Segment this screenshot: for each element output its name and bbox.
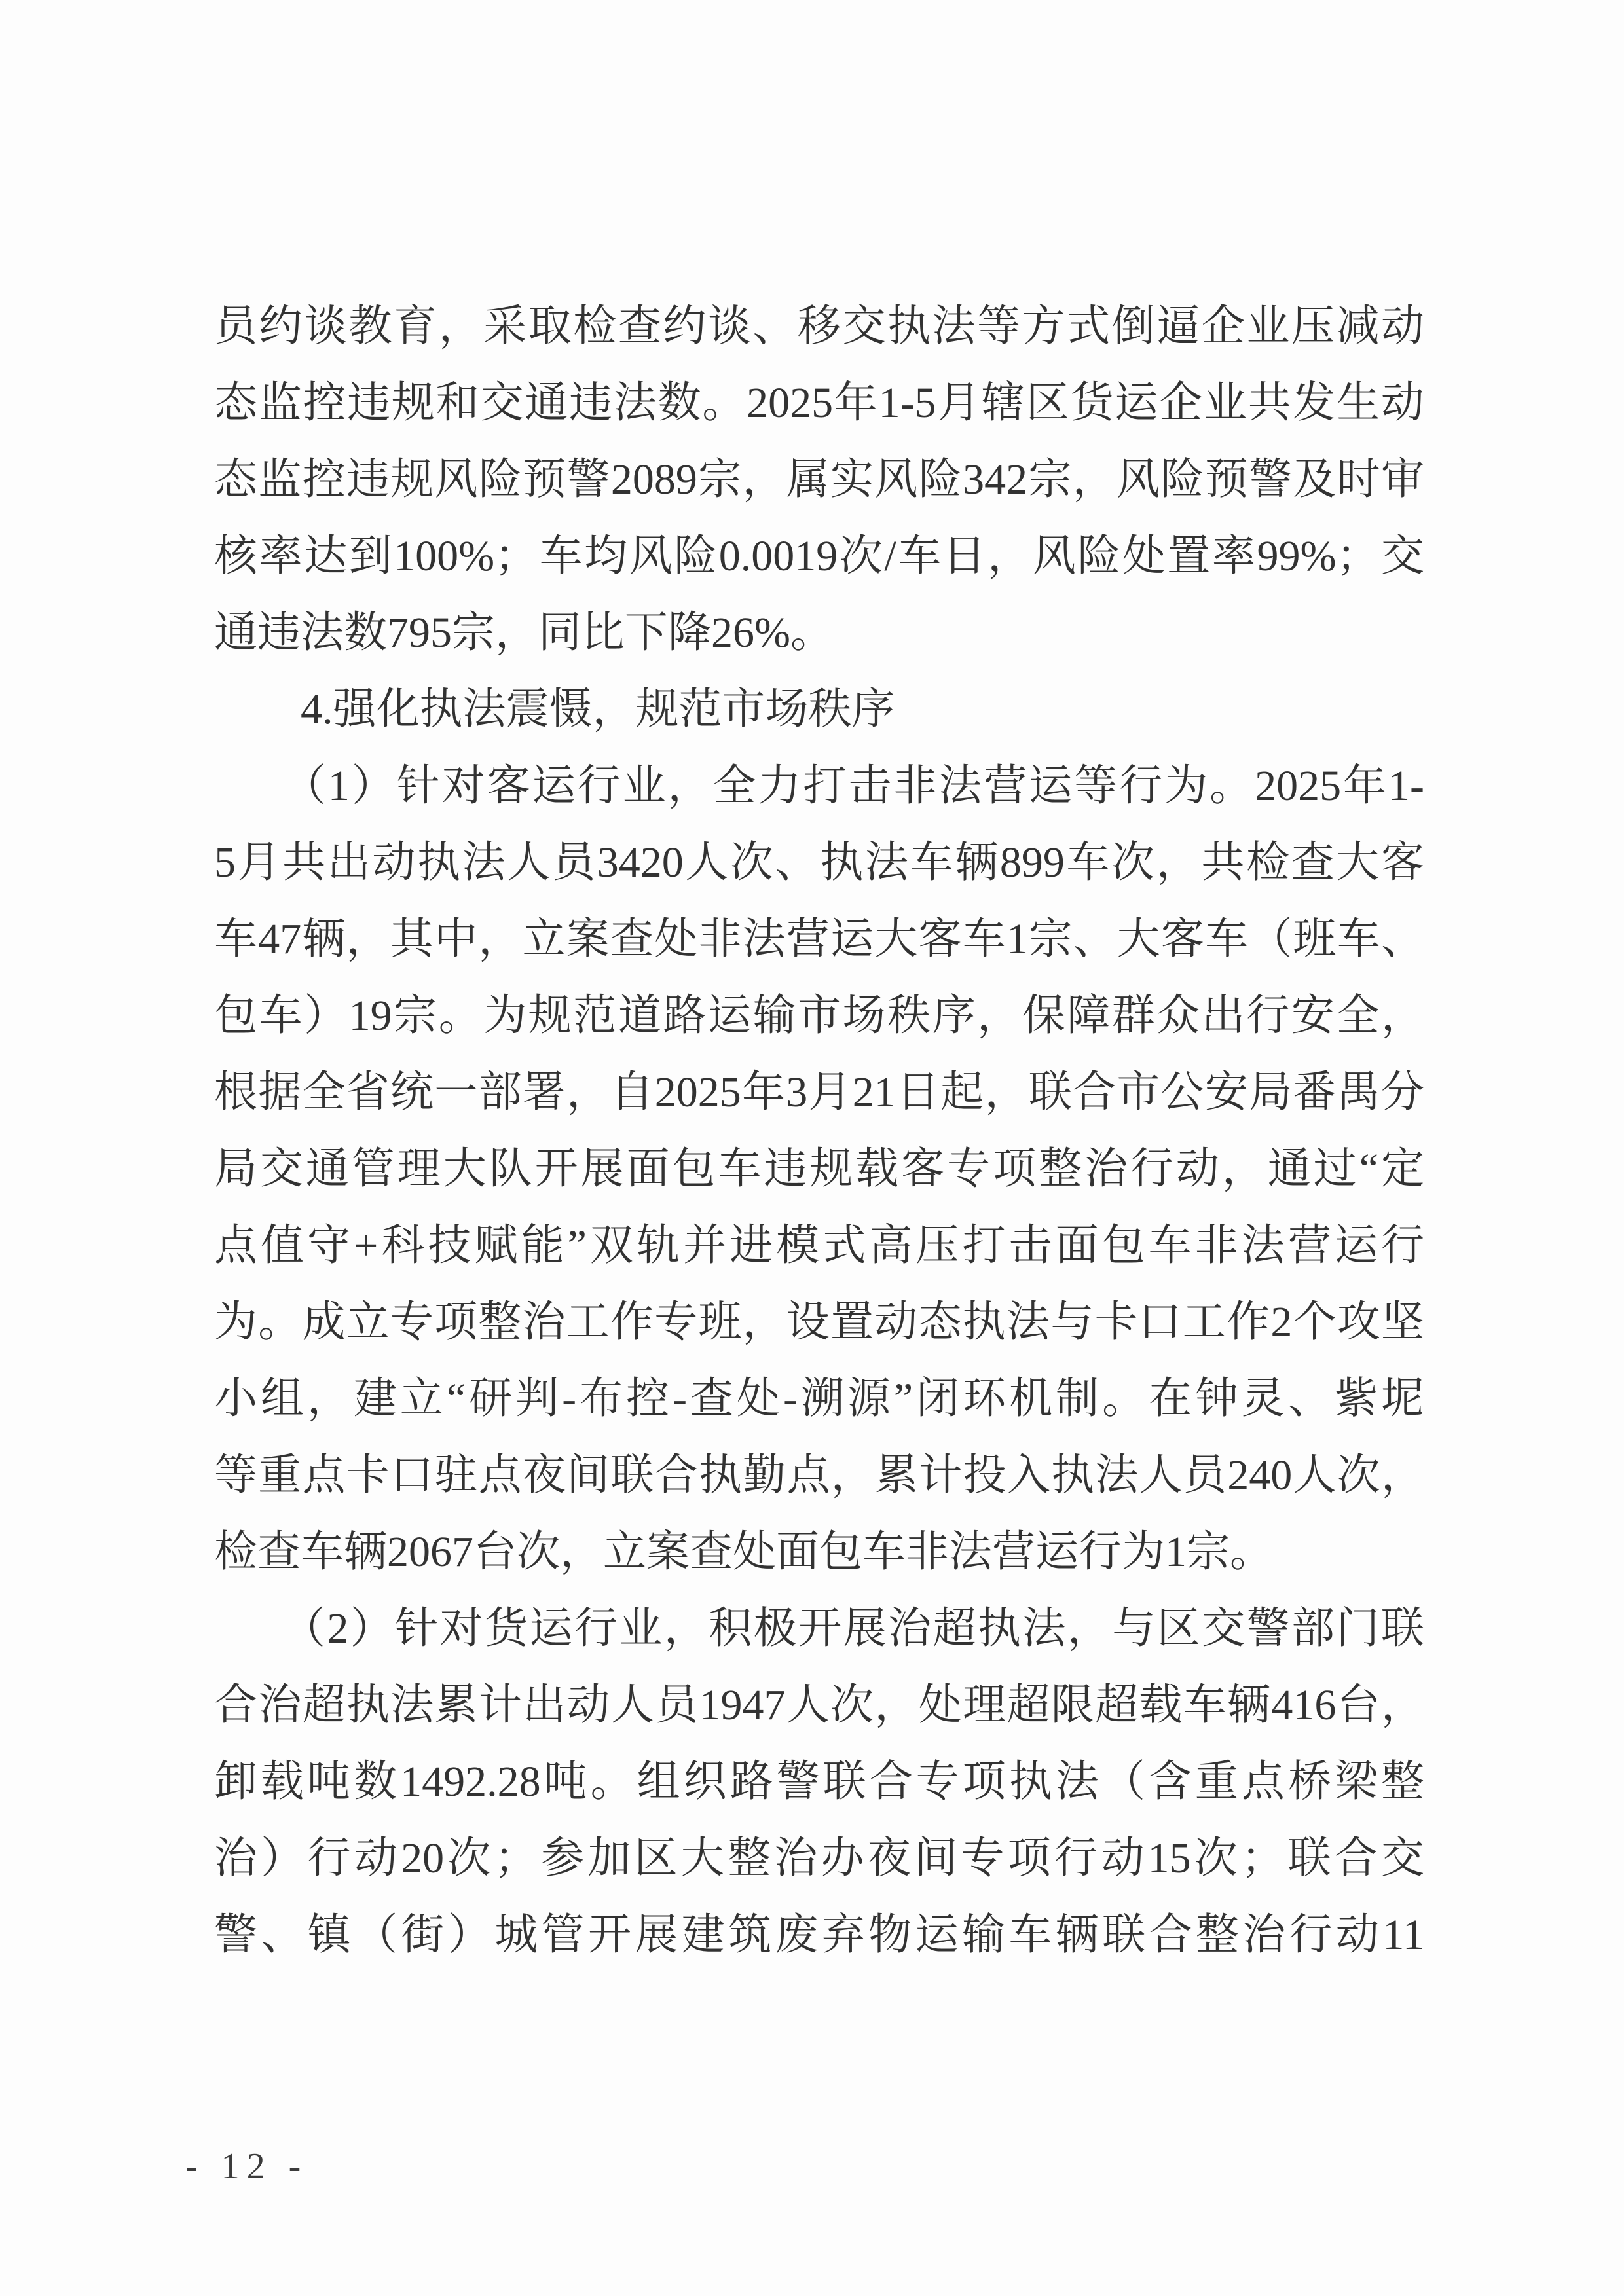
text-line: 根据全省统一部署，自2025年3月21日起，联合市公安局番禺分 [214,1068,1424,1116]
text-line: 治）行动20次；参加区大整治办夜间专项行动15次；联合交 [214,1834,1424,1882]
text-line: 员约谈教育，采取检查约谈、移交执法等方式倒逼企业压减动 [214,302,1424,350]
text-line: 检查车辆2067台次，立案查处面包车非法营运行为1宗。 [214,1528,1273,1576]
text-line: 警、镇（街）城管开展建筑废弃物运输车辆联合整治行动11 [214,1911,1424,1959]
text-line: 等重点卡口驻点夜间联合执勤点，累计投入执法人员240人次， [214,1451,1424,1499]
text-line: 态监控违规风险预警2089宗，属实风险342宗，风险预警及时审 [214,456,1424,503]
text-line: 车47辆，其中，立案查处非法营运大客车1宗、大客车（班车、 [214,915,1424,963]
text-line: 通违法数795宗，同比下降26%。 [214,609,834,657]
section-heading-line: 4.强化执法震慑，规范市场秩序 [214,685,895,733]
text-line: 核率达到100%；车均风险0.0019次/车日，风险处置率99%；交 [214,532,1424,580]
text-line: 小组，建立“研判-布控-查处-溯源”闭环机制。在钟灵、紫坭 [214,1375,1424,1423]
text-line: 为。成立专项整治工作专班，设置动态执法与卡口工作2个攻坚 [214,1298,1424,1346]
text-line: （2）针对货运行业，积极开展治超执法，与区交警部门联 [214,1605,1424,1652]
text-line: 局交通管理大队开展面包车违规载客专项整治行动，通过“定 [214,1145,1424,1193]
document-body-text [214,288,1424,1973]
text-line: 态监控违规和交通违法数。2025年1-5月辖区货运企业共发生动 [214,379,1424,427]
text-line: 卸载吨数1492.28吨。组织路警联合专项执法（含重点桥梁整 [214,1758,1424,1806]
text-line: 点值守+科技赋能”双轨并进模式高压打击面包车非法营运行 [214,1222,1424,1269]
text-line: 合治超执法累计出动人员1947人次，处理超限超载车辆416台， [214,1681,1424,1729]
text-line: （1）针对客运行业，全力打击非法营运等行为。2025年1- [214,762,1424,810]
text-line: 5月共出动执法人员3420人次、执法车辆899车次，共检查大客 [214,839,1424,886]
page-number: - 12 - [185,2146,308,2187]
text-line: 包车）19宗。为规范道路运输市场秩序，保障群众出行安全， [214,992,1424,1040]
